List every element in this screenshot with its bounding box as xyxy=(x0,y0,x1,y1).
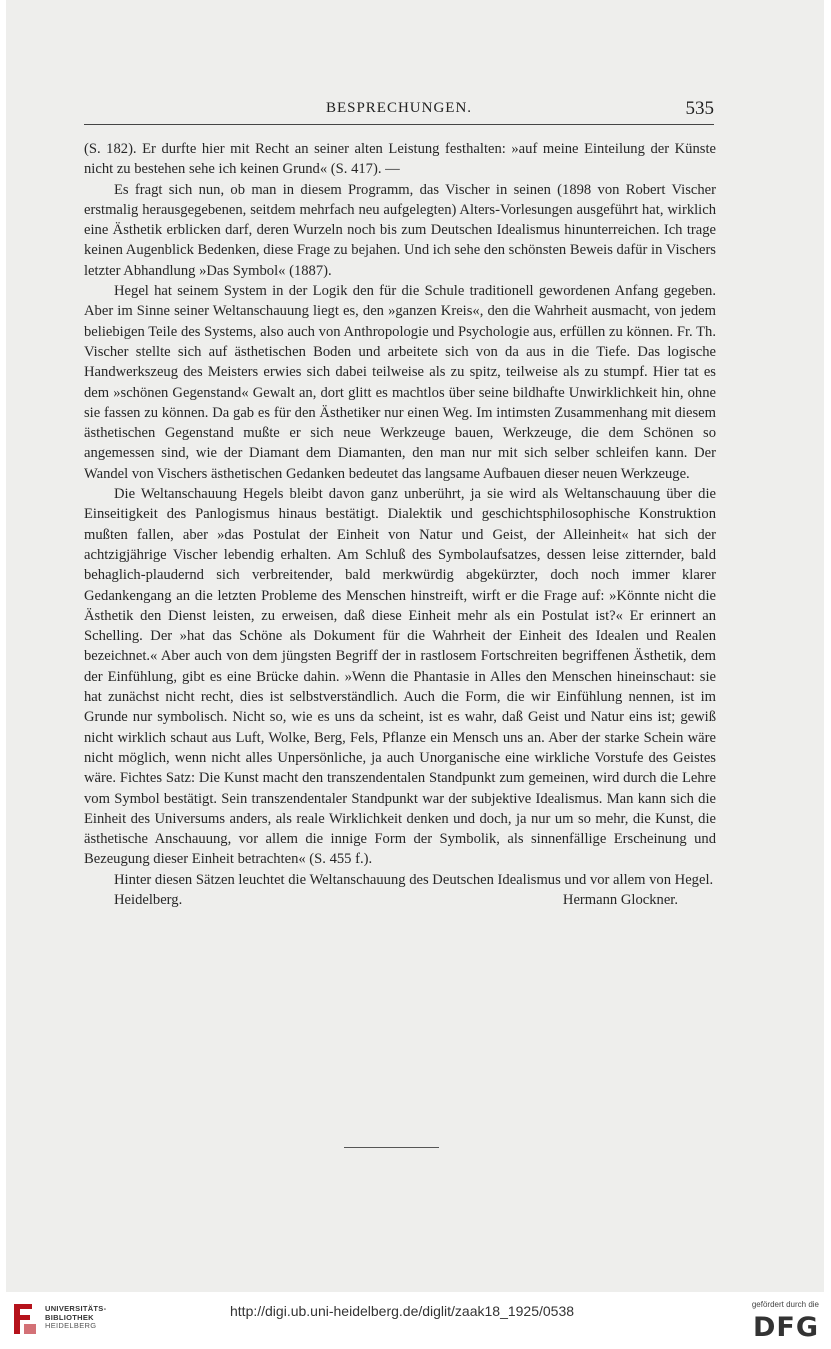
signature-place: Heidelberg. xyxy=(114,891,183,908)
funder-label: gefördert durch die xyxy=(751,1300,819,1309)
page-number: 535 xyxy=(685,98,714,119)
library-logo-icon xyxy=(10,1300,38,1338)
header-title: BESPRECHUNGEN. xyxy=(325,100,473,116)
library-name: UNIVERSITÄTS- BIBLIOTHEK HEIDELBERG xyxy=(45,1304,107,1331)
article-body xyxy=(84,139,716,910)
dfg-logo: DFG xyxy=(752,1312,819,1343)
digitization-footer xyxy=(0,1292,831,1349)
paragraph: Hinter diesen Sätzen leuchtet die Weltanschauung des Deutschen Idealismus und vor allem von Hegel. xyxy=(114,871,714,888)
running-header xyxy=(84,100,714,125)
paragraph: Hegel hat seinem System in der Logik den für die Schule traditionell gewordenen Anfang gegeben. Aber im Sinne seiner Weltanschauung liegt es, den »ganzen Kreis«, den die Wahrheit ausmacht, von jedem beliebigen Teile des Systems, also auch von Anthropologie und Psychologie aus, erfüllen zu können. Fr. Th. Vischer stellte sich auf ästhetischen Boden und arbeitete sich von da aus in die Tiefe. Das logische Handwerkszeug des Meisters erwies sich dabei teilweise als zu spitz, teilweise als zu stumpf. Hier tat es dem »schönen Gegenstand« Gewalt an, dort glitt es machtlos über seine bildhafte Unwirklichkeit hin, ohne sie fassen zu können. Da gab es für den Ästhetiker nur einen Weg. Im intimsten Zusammenhang mit diesem ästhetischen Gegenstand mußte er sich neue Werkzeuge bauen, Werkzeuge, die dem Schönen so angemessen sind, wie der Diamant dem Diamanten, den man nur mit sich selber schleifen kann. Der Wandel von Vischers ästhetischen Gedanken bedeutet das langsame Aufbauen dieser neuen Werkzeuge. xyxy=(84,283,716,482)
paragraph: Es fragt sich nun, ob man in diesem Programm, das Vischer in seinen (1898 von Robert Vischer erstmalig herausgegebenen, seitdem mehrfach neu aufgelegten) Alters-Vorlesungen ausgeführt hat, wirklich eine Ästhetik erblicken darf, deren Wurzeln noch bis zum Deutschen Idealismus hinunterreichen. Ich trage keinen Augenblick Bedenken, diese Frage zu bejahen. Und ich sehe den schönsten Beweis dafür in Vischers letzter Abhandlung »Das Symbol« (1887). xyxy=(84,181,716,279)
paragraph: (S. 182). Er durfte hier mit Recht an seiner alten Leistung festhalten: »auf meine Einteilung der Künste nicht zu bestehen sehe ich keinen Grund« (S. 417). — xyxy=(84,141,716,178)
paragraph: Die Weltanschauung Hegels bleibt davon ganz unberührt, ja sie wird als Weltanschauung über die Einseitigkeit des Panlogismus hinaus bestätigt. Dialektik und geschichtsphilosophische Konstruktion mußten fallen, aber »das Postulat der Einheit von Natur und Geist, der Alleinheit« hat sich der achtzigjährige Vischer lebendig erhalten. Am Schluß des Symbolaufsatzes, dessen leise zitternder, bald behaglich-plaudernd sich verbreitender, bald merkwürdig abgekürzter, doch noch immer klarer Gedankengang an die letzten Probleme des Menschen hinstreift, wirft er die Frage auf: »Könnte nicht die Ästhetik den Dienst leisten, zu erweisen, daß diese Einheit mehr als ein Postulat ist?« Er erinnert an Schelling. Der »hat das Schöne als Dokument für die Wahrheit der Einheit des Idealen und Realen bezeichnet.« Aber auch von dem jüngsten Begriff der in rastlosem Fortschreiten begriffenen Ästhetik, dem der Einfühlung, gibt es eine Brücke dahin. »Wenn die Phantasie in Alles den Menschen hineinschaut: sie hat zunächst nicht recht, dies ist selbstverständlich. Auch die Form, die wir Einfühlung nennen, ist im Grunde nur symbolisch. Nicht so, wie es uns da scheint, ist es wahr, daß Geist und Natur eins ist; gewiß nicht wirklich schaut aus Luft, Wolke, Berg, Fels, Pflanze ein Mensch uns an. Aber der starke Schein wäre nicht möglich, wenn nicht alles Unpersönliche, ja auch Unorganische eine wirkliche Vorstufe des Geistes wäre. Fichtes Satz: Die Kunst macht den transzendentalen Standpunkt zum gemeinen, wird durch die Lehre vom Symbol bestätigt. Sein transzendentaler Standpunkt war der subjektive Idealismus. Man kann sich die Einheit des Universums anders, als reale Wirklichkeit denken und doch, ja nur um so mehr, die Kunst, die ästhetische Anschauung, vor allem die innige Form der Symbolik, als sinnenfällige Erscheinung und Bezeugung dieser Einheit betrachten« (S. 455 f.). xyxy=(84,486,716,868)
signature-author: Hermann Glockner. xyxy=(562,891,678,908)
permalink-url[interactable]: http://digi.ub.uni-heidelberg.de/diglit/zaak18_1925/0538 xyxy=(230,1303,575,1319)
signature-line xyxy=(84,890,716,910)
closing-rule xyxy=(344,1147,439,1148)
